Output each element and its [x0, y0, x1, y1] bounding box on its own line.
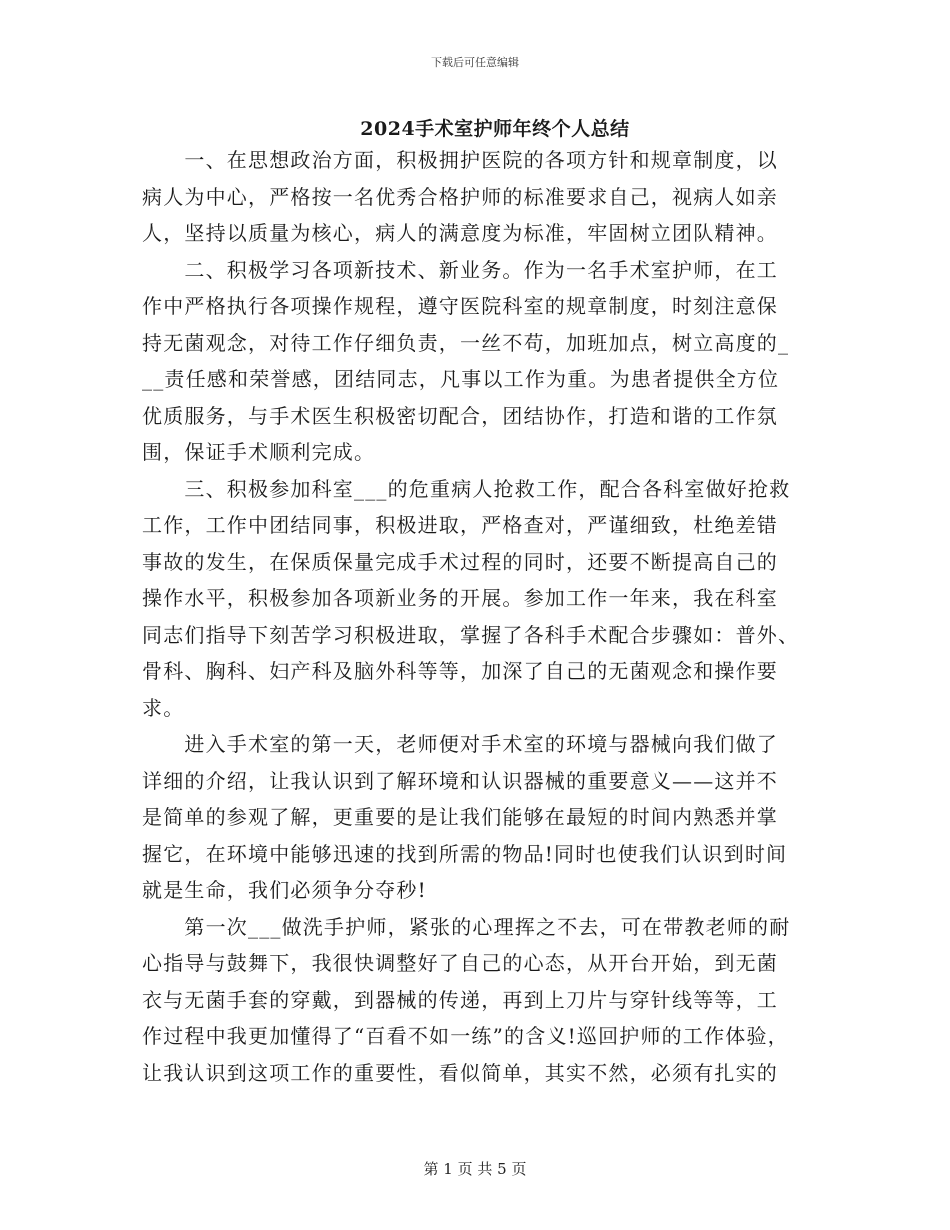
body-text-line: 事故的发生，在保质保量完成手术过程的同时，还要不断提高自己的 [142, 549, 778, 574]
body-text-line: __责任感和荣誉感，团结同志，凡事以工作为重。为患者提供全方位 [142, 367, 780, 391]
body-text-line: 是简单的参观了解，更重要的是让我们能够在最短的时间内熟悉并掌 [142, 805, 778, 829]
body-text-line: 骨科、胸科、妇产科及脑外科等等，加深了自己的无菌观念和操作要 [142, 659, 778, 683]
header-note: 下载后可任意编辑 [431, 56, 519, 69]
body-text-line: 工作，工作中团结同事，积极进取，严格查对，严谨细致，杜绝差错 [142, 513, 778, 537]
body-text-line: 第一次___做洗手护师，紧张的心理挥之不去，可在带教老师的耐 [142, 914, 791, 939]
body-text-line: 衣与无菌手套的穿戴，到器械的传递，再到上刀片与穿针线等等，工 [142, 987, 778, 1012]
body-text-line: 二、积极学习各项新技术、新业务。作为一名手术室护师，在工 [142, 257, 778, 282]
body-text-line: 作中严格执行各项操作规程，遵守医院科室的规章制度，时刻注意保 [142, 294, 778, 318]
body-text-line: 优质服务，与手术医生积极密切配合，团结协作，打造和谐的工作氛 [142, 403, 778, 428]
document-title: 2024手术室护师年终个人总结 [360, 118, 630, 140]
page-footer: 第 1 页 共 5 页 [423, 1160, 527, 1178]
body-text-line: 三、积极参加科室___的危重病人抢救工作，配合各科室做好抢救 [142, 476, 791, 501]
body-text-line: 病人为中心，严格按一名优秀合格护师的标准要求自己，视病人如亲 [142, 184, 778, 209]
body-text-line: 进入手术室的第一天，老师便对手术室的环境与器械向我们做了 [142, 732, 778, 756]
document-body [142, 142, 812, 1091]
body-text-line: 围，保证手术顺利完成。 [142, 440, 376, 464]
body-text-line: 人，坚持以质量为核心，病人的满意度为标准，牢固树立团队精神。 [142, 221, 778, 245]
body-text-line: 持无菌观念，对待工作仔细负责，一丝不苟，加班加点，树立高度的_ [142, 330, 790, 355]
body-text-line: 心指导与鼓舞下，我很快调整好了自己的心态，从开台开始，到无菌 [142, 951, 778, 975]
body-text-line: 详细的介绍，让我认识到了解环境和认识器械的重要意义——这并不 [142, 768, 778, 793]
body-text-line: 就是生命，我们必须争分夺秒! [142, 878, 427, 902]
body-text-line: 求。 [142, 695, 185, 720]
body-text-line: 同志们指导下刻苦学习积极进取，掌握了各科手术配合步骤如：普外、 [142, 622, 800, 647]
body-text-line: 握它，在环境中能够迅速的找到所需的物品!同时也使我们认识到时间 [142, 841, 788, 866]
body-text-line: 操作水平，积极参加各项新业务的开展。参加工作一年来，我在科室 [142, 586, 778, 610]
body-text-line: 一、在思想政治方面，积极拥护医院的各项方针和规章制度，以 [142, 148, 778, 172]
body-text-line: 让我认识到这项工作的重要性，看似简单，其实不然，必须有扎实的 [142, 1060, 778, 1085]
body-text-line: 作过程中我更加懂得了“百看不如一练”的含义!巡回护师的工作体验， [142, 1024, 789, 1048]
